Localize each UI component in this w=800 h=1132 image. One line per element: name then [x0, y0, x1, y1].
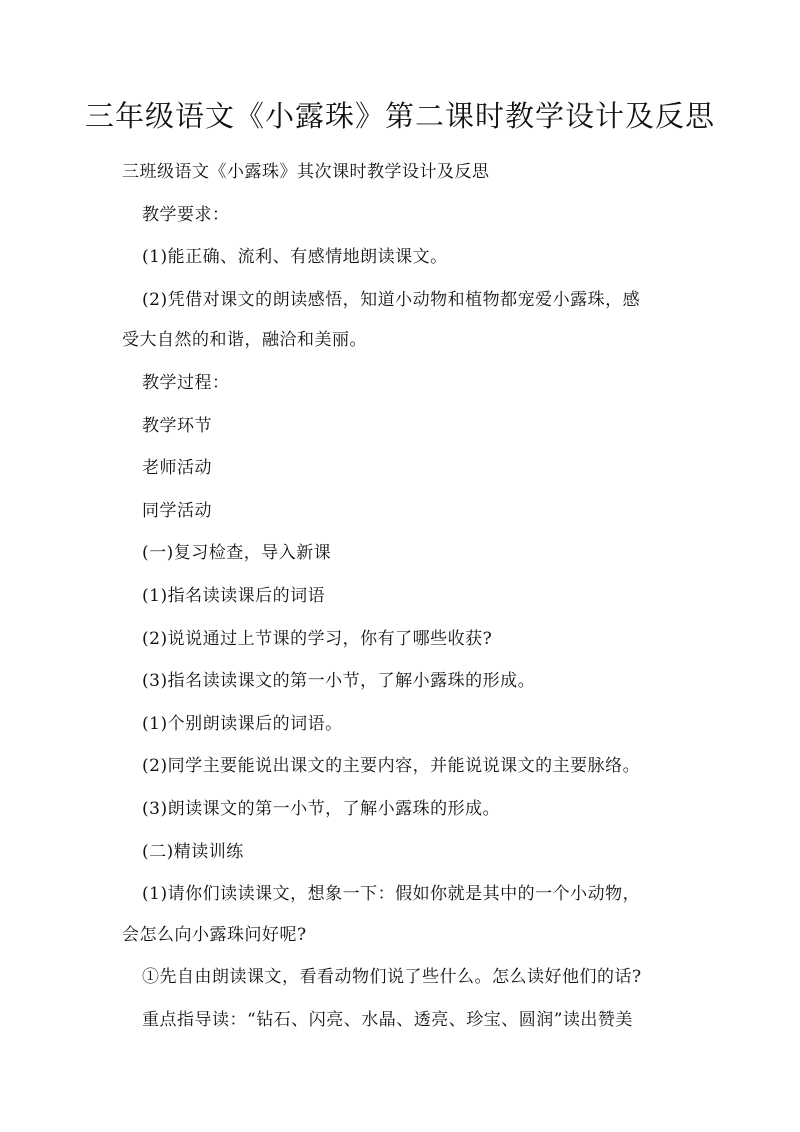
document-body	[122, 152, 682, 1042]
paragraph: 老师活动	[142, 458, 212, 479]
paragraph: 同学活动	[142, 500, 212, 521]
paragraph: (1)个别朗读课后的词语。	[142, 713, 343, 734]
paragraph: (1)指名读读课后的词语	[142, 585, 326, 606]
section-heading: (二)精读训练	[142, 841, 244, 862]
subtitle-paragraph: 三班级语文《小露珠》其次课时教学设计及反思	[122, 162, 490, 182]
section-heading: 教学过程：	[142, 372, 230, 393]
paragraph: 重点指导读：“钻石、闪亮、水晶、透亮、珍宝、圆润”读出赞美	[142, 1009, 633, 1030]
paragraph: ①先自由朗读课文，看看动物们说了些什么。怎么读好他们的话?	[142, 967, 642, 988]
paragraph: (2)同学主要能说出课文的主要内容，并能说说课文的主要脉络。	[142, 756, 641, 777]
paragraph: (1)能正确、流利、有感情地朗读课文。	[142, 247, 448, 268]
paragraph: (2)凭借对课文的朗读感悟，知道小动物和植物都宠爱小露珠，感	[142, 289, 641, 310]
paragraph: (3)朗读课文的第一小节，了解小露珠的形成。	[142, 798, 501, 819]
paragraph: (2)说说通过上节课的学习，你有了哪些收获?	[142, 628, 493, 649]
document-title: 三年级语文《小露珠》第二课时教学设计及反思	[84, 99, 715, 133]
paragraph: (3)指名读读课文的第一小节，了解小露珠的形成。	[142, 671, 536, 692]
paragraph: 教学环节	[142, 415, 212, 436]
section-heading: 教学要求：	[142, 204, 230, 225]
paragraph-continuation: 会怎么向小露珠问好呢?	[122, 924, 307, 945]
paragraph: (1)请你们读读课文，想象一下：假如你就是其中的一个小动物，	[142, 884, 641, 905]
section-heading: (一)复习检查，导入新课	[142, 543, 332, 564]
paragraph-continuation: 受大自然的和谐，融洽和美丽。	[122, 330, 367, 351]
